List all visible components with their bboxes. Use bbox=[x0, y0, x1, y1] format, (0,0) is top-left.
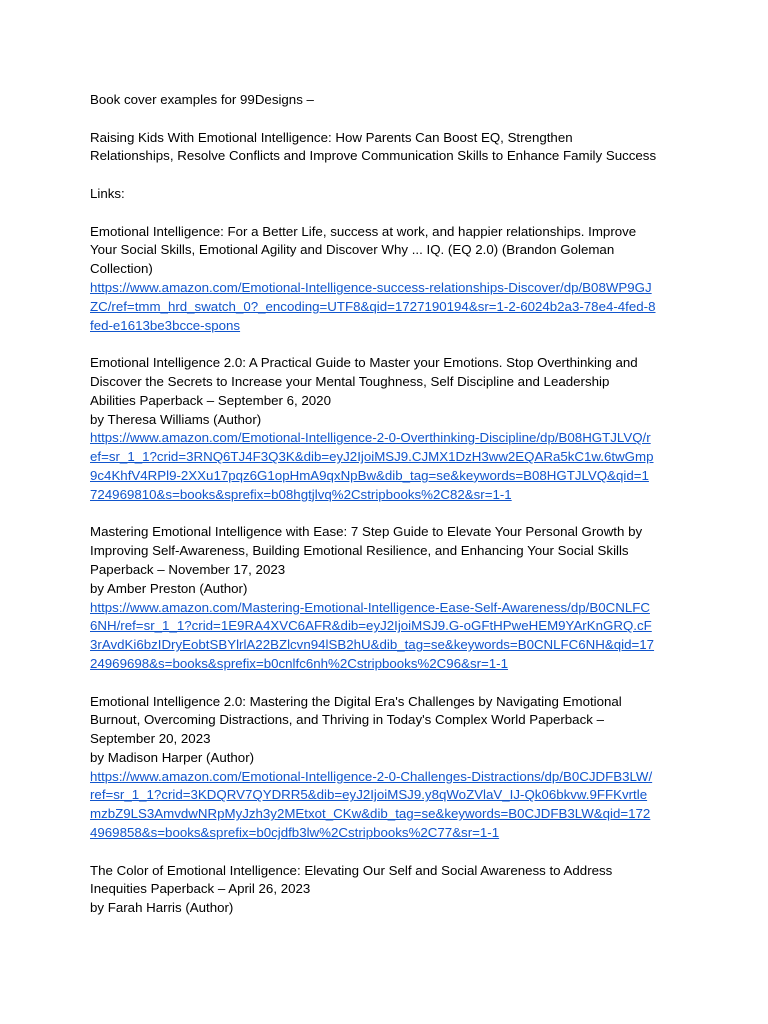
book-title-line: Mastering Emotional Intelligence with Ease: 7 Step Guide to Elevate Your Personal Growth by bbox=[90, 524, 643, 540]
subject-title bbox=[90, 129, 682, 167]
book-entry bbox=[90, 354, 682, 504]
book-title-line: Emotional Intelligence 2.0: A Practical Guide to Master your Emotions. Stop Overthinking and bbox=[90, 355, 638, 371]
book-title-line: Discover the Secrets to Increase your Mental Toughness, Self Discipline and Leadership bbox=[90, 373, 610, 389]
book-title-line: September 20, 2023 bbox=[90, 731, 211, 747]
book-link-line[interactable]: https://www.amazon.com/Emotional-Intelligence-2-0-Overthinking-Discipline/dp/B08HGTJLVQ/r bbox=[90, 430, 651, 446]
book-title-line: Your Social Skills, Emotional Agility and Discover Why ... IQ. (EQ 2.0) (Brandon Goleman bbox=[90, 242, 615, 258]
book-link-line[interactable]: mzbZ9LS3AmvdwNRpMyJzh3y2MEtxot_CKw&dib_tag=se&keywords=B0CJDFB3LW&qid=172 bbox=[90, 806, 651, 822]
book-link-line[interactable]: https://www.amazon.com/Mastering-Emotional-Intelligence-Ease-Self-Awareness/dp/B0CNLFC bbox=[90, 599, 650, 615]
book-link-line[interactable]: https://www.amazon.com/Emotional-Intelligence-success-relationships-Discover/dp/B08WP9GJ bbox=[90, 279, 652, 295]
document-body bbox=[90, 91, 682, 918]
book-entry bbox=[90, 862, 682, 918]
book-link-line[interactable]: 24969698&s=books&sprefix=b0cnlfc6nh%2Cstripbooks%2C96&sr=1-1 bbox=[90, 655, 509, 671]
book-title-line: Collection) bbox=[90, 261, 153, 277]
book-link[interactable] bbox=[90, 279, 682, 335]
book-link-line[interactable]: 3rAvdKi6bzIDryEobtSBYlrlA22BZlcvn94lSB2hU&dib_tag=se&keywords=B0CNLFC6NH&qid=17 bbox=[90, 637, 655, 653]
book-author: by Farah Harris (Author) bbox=[90, 900, 234, 916]
book-link[interactable] bbox=[90, 429, 682, 504]
book-title-line: Inequities Paperback – April 26, 2023 bbox=[90, 881, 311, 897]
book-link[interactable] bbox=[90, 599, 682, 674]
subject-line: Relationships, Resolve Conflicts and Improve Communication Skills to Enhance Family Success bbox=[90, 148, 657, 164]
book-title-line: Paperback – November 17, 2023 bbox=[90, 561, 286, 577]
links-label: Links: bbox=[90, 185, 125, 201]
book-link-line[interactable]: 6NH/ref=sr_1_1?crid=1E9RA4XVC6AFR&dib=eyJ2IjoiMSJ9.G-oGFtHPweHEM9YArKnGRQ.cF bbox=[90, 618, 652, 634]
book-author: by Theresa Williams (Author) bbox=[90, 411, 262, 427]
book-title-line: Improving Self-Awareness, Building Emotional Resilience, and Enhancing Your Social Skills bbox=[90, 543, 629, 559]
book-link-line[interactable]: 4969858&s=books&sprefix=b0cjdfb3lw%2Cstripbooks%2C77&sr=1-1 bbox=[90, 825, 500, 841]
book-link[interactable] bbox=[90, 768, 682, 843]
book-link-line[interactable]: fed-e1613be3bcce-spons bbox=[90, 317, 241, 333]
book-link-line[interactable]: ef=sr_1_1?crid=3RNQ6TJ4F3Q3K&dib=eyJ2IjoiMSJ9.CJMX1DzH3ww2EQARa5kC1w.6twGmp bbox=[90, 449, 654, 465]
book-author: by Madison Harper (Author) bbox=[90, 749, 255, 765]
book-title-line: Emotional Intelligence 2.0: Mastering the Digital Era's Challenges by Navigating Emotional bbox=[90, 693, 622, 709]
book-link-line[interactable]: https://www.amazon.com/Emotional-Intelligence-2-0-Challenges-Distractions/dp/B0CJDFB3LW/ bbox=[90, 768, 653, 784]
book-link-line[interactable]: ref=sr_1_1?crid=3KDQRV7QYDRR5&dib=eyJ2IjoiMSJ9.y8qWoZVlaV_IJ-Qk06bkvw.9FFKvrtle bbox=[90, 787, 648, 803]
document-heading: Book cover examples for 99Designs – bbox=[90, 92, 314, 107]
book-link-line[interactable]: 724969810&s=books&sprefix=b08hgtjlvq%2Cstripbooks%2C82&sr=1-1 bbox=[90, 486, 512, 502]
book-title-line: Emotional Intelligence: For a Better Life, success at work, and happier relationships. Improve bbox=[90, 223, 637, 239]
book-link-line[interactable]: 9c4KhfV4RPl9-2XXu17pqz6G1opHmA9qxNpBw&dib_tag=se&keywords=B08HGTJLVQ&qid=1 bbox=[90, 467, 649, 483]
book-author: by Amber Preston (Author) bbox=[90, 580, 248, 596]
book-entry bbox=[90, 693, 682, 843]
book-link-line[interactable]: ZC/ref=tmm_hrd_swatch_0?_encoding=UTF8&qid=1727190194&sr=1-2-6024b2a3-78e4-4fed-8 bbox=[90, 298, 656, 314]
book-entry bbox=[90, 223, 682, 336]
book-title-line: The Color of Emotional Intelligence: Elevating Our Self and Social Awareness to Address bbox=[90, 862, 613, 878]
book-title-line: Abilities Paperback – September 6, 2020 bbox=[90, 392, 331, 408]
book-entry bbox=[90, 523, 682, 673]
subject-line: Raising Kids With Emotional Intelligence: How Parents Can Boost EQ, Strengthen bbox=[90, 129, 573, 145]
book-title-line: Burnout, Overcoming Distractions, and Thriving in Today's Complex World Paperback – bbox=[90, 712, 604, 728]
